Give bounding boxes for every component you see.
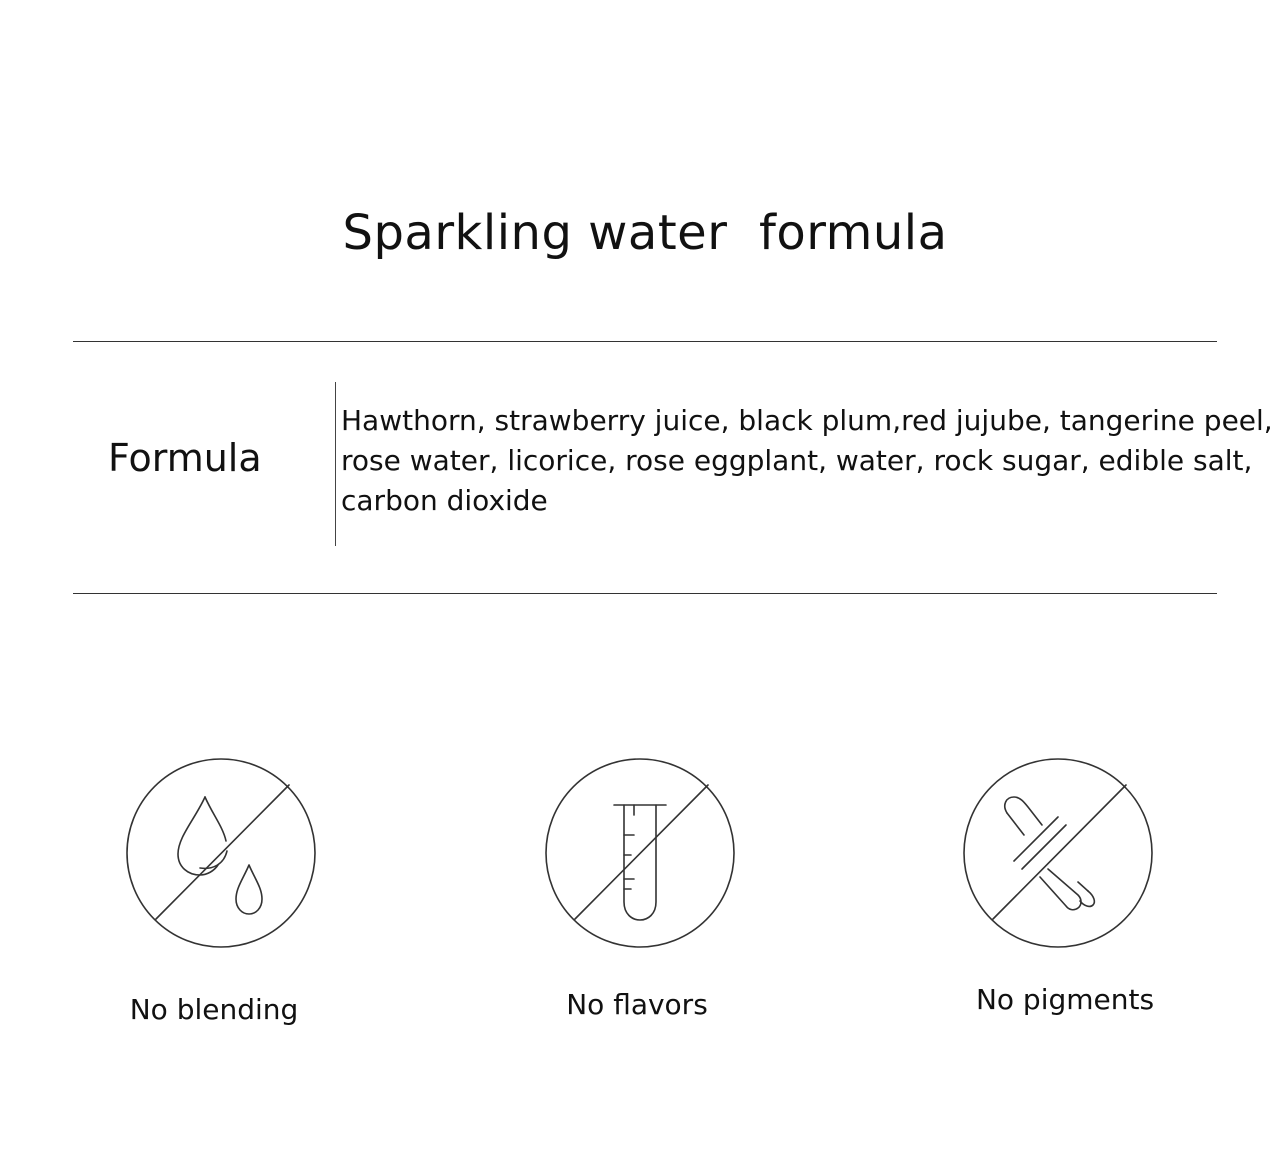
feature-label: No blending xyxy=(129,993,299,1026)
no-water-drop-icon xyxy=(125,757,317,949)
ingredients-line: carbon dioxide xyxy=(341,484,548,517)
page-title: Sparkling water formula xyxy=(342,205,948,261)
formula-ingredients xyxy=(341,401,1273,521)
vertical-divider xyxy=(335,382,336,546)
formula-label: Formula xyxy=(108,436,262,480)
feature-label: No flavors xyxy=(566,988,708,1021)
no-test-tube-icon xyxy=(544,757,736,949)
feature-label: No pigments xyxy=(975,983,1155,1016)
bottom-divider xyxy=(73,593,1217,594)
top-divider xyxy=(73,341,1217,342)
ingredients-line: Hawthorn, strawberry juice, black plum,red jujube, tangerine peel, xyxy=(341,404,1273,437)
ingredients-line: rose water, licorice, rose eggplant, water, rock sugar, edible salt, xyxy=(341,444,1253,477)
no-dropper-icon xyxy=(962,757,1154,949)
